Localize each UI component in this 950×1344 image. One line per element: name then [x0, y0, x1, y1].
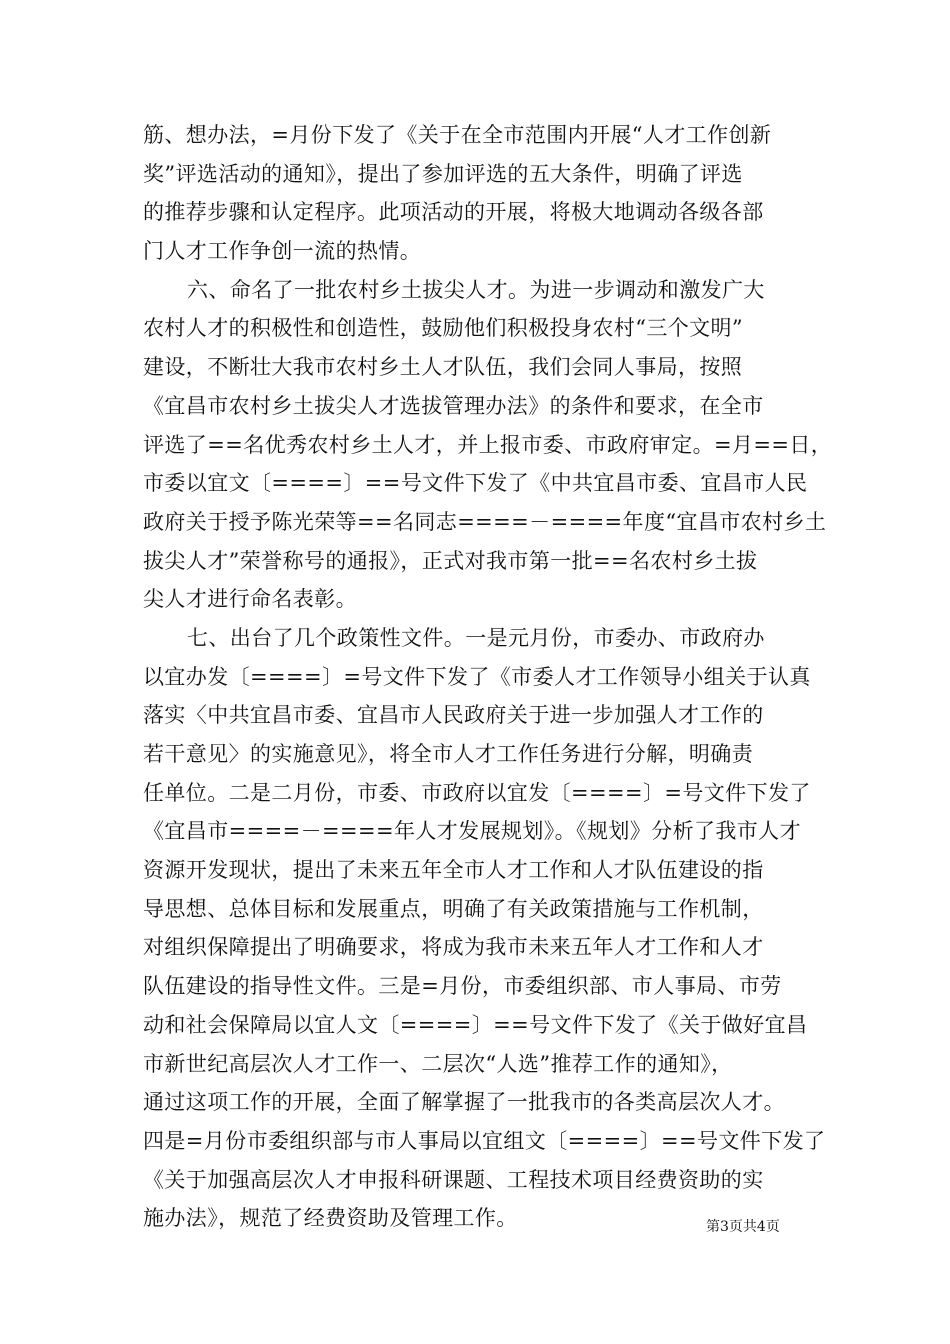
text-line: 尖人才进行命名表彰。 — [143, 587, 357, 612]
document-body — [143, 116, 833, 1238]
text-line: 的推荐步骤和认定程序。此项活动的开展，将极大地调动各级各部 — [143, 200, 764, 225]
page-number-footer: 第3页共4页 — [706, 1219, 780, 1235]
text-line: 拔尖人才”荣誉称号的通报》，正式对我市第一批==名农村乡土拔 — [143, 548, 758, 573]
text-line: 政府关于授予陈光荣等==名同志====－====年度“宜昌市农村乡土 — [143, 509, 827, 534]
text-line: 队伍建设的指导性文件。三是=月份，市委组织部、市人事局、市劳 — [143, 974, 782, 999]
text-line: 通过这项工作的开展，全面了解掌握了一批我市的各类高层次人才。 — [143, 1090, 785, 1115]
text-line: 筋、想办法，=月份下发了《关于在全市范围内开展“人才工作创新 — [143, 123, 772, 147]
paragraph-section-six — [143, 271, 833, 619]
text-line: 门人才工作争创一流的热情。 — [143, 239, 422, 264]
text-line: 导思想、总体目标和发展重点，明确了有关政策措施与工作机制， — [143, 896, 764, 921]
text-line: 评选了==名优秀农村乡土人才，并上报市委、市政府审定。=月==日， — [143, 432, 833, 457]
text-line: 《关于加强高层次人才申报科研课题、工程技术项目经费资助的实 — [143, 1167, 764, 1192]
text-line: 《宜昌市====－====年人才发展规划》。《规划》分析了我市人才 — [143, 819, 801, 844]
paragraph-section-seven — [143, 619, 826, 1238]
text-line: 落实〈中共宜昌市委、宜昌市人民政府关于进一步加强人才工作的 — [143, 703, 764, 728]
text-line: 任单位。二是二月份，市委、市政府以宜发〔====〕=号文件下发了 — [143, 780, 811, 805]
text-line: 若干意见〉的实施意见》，将全市人才工作任务进行分解，明确责 — [143, 742, 754, 766]
text-line: 对组织保障提出了明确要求，将成为我市未来五年人才工作和人才 — [143, 935, 764, 960]
text-line: 农村人才的积极性和创造性，鼓励他们积极投身农村“三个文明” — [143, 316, 744, 341]
text-line: 四是=月份市委组织部与市人事局以宜组文〔====〕==号文件下发了 — [143, 1128, 826, 1153]
text-line: 资源开发现状，提出了未来五年全市人才工作和人才队伍建设的指 — [143, 858, 764, 883]
text-line: 七、出台了几个政策性文件。一是元月份，市委办、市政府办 — [187, 625, 765, 650]
text-line: 动和社会保障局以宜人文〔====〕==号文件下发了《关于做好宜昌 — [143, 1012, 808, 1037]
text-line: 以宜办发〔====〕=号文件下发了《市委人才工作领导小组关于认真 — [143, 664, 811, 689]
text-line: 市委以宜文〔====〕==号文件下发了《中共宜昌市委、宜昌市人民 — [143, 471, 808, 496]
text-line: 六、命名了一批农村乡土拔尖人才。为进一步调动和激发广大 — [187, 277, 765, 302]
text-line: 市新世纪高层次人才工作一、二层次“人选”推荐工作的通知》， — [143, 1051, 733, 1076]
text-line: 奖”评选活动的通知》，提出了参加评选的五大条件，明确了评选 — [143, 161, 743, 186]
text-line: 建设，不断壮大我市农村乡土人才队伍，我们会同人事局，按照 — [143, 355, 743, 380]
text-line: 《宜昌市农村乡土拔尖人才选拔管理办法》的条件和要求，在全市 — [143, 393, 764, 418]
paragraph-talent-innovation-award — [143, 116, 823, 271]
text-line: 施办法》，规范了经费资助及管理工作。 — [143, 1206, 518, 1231]
